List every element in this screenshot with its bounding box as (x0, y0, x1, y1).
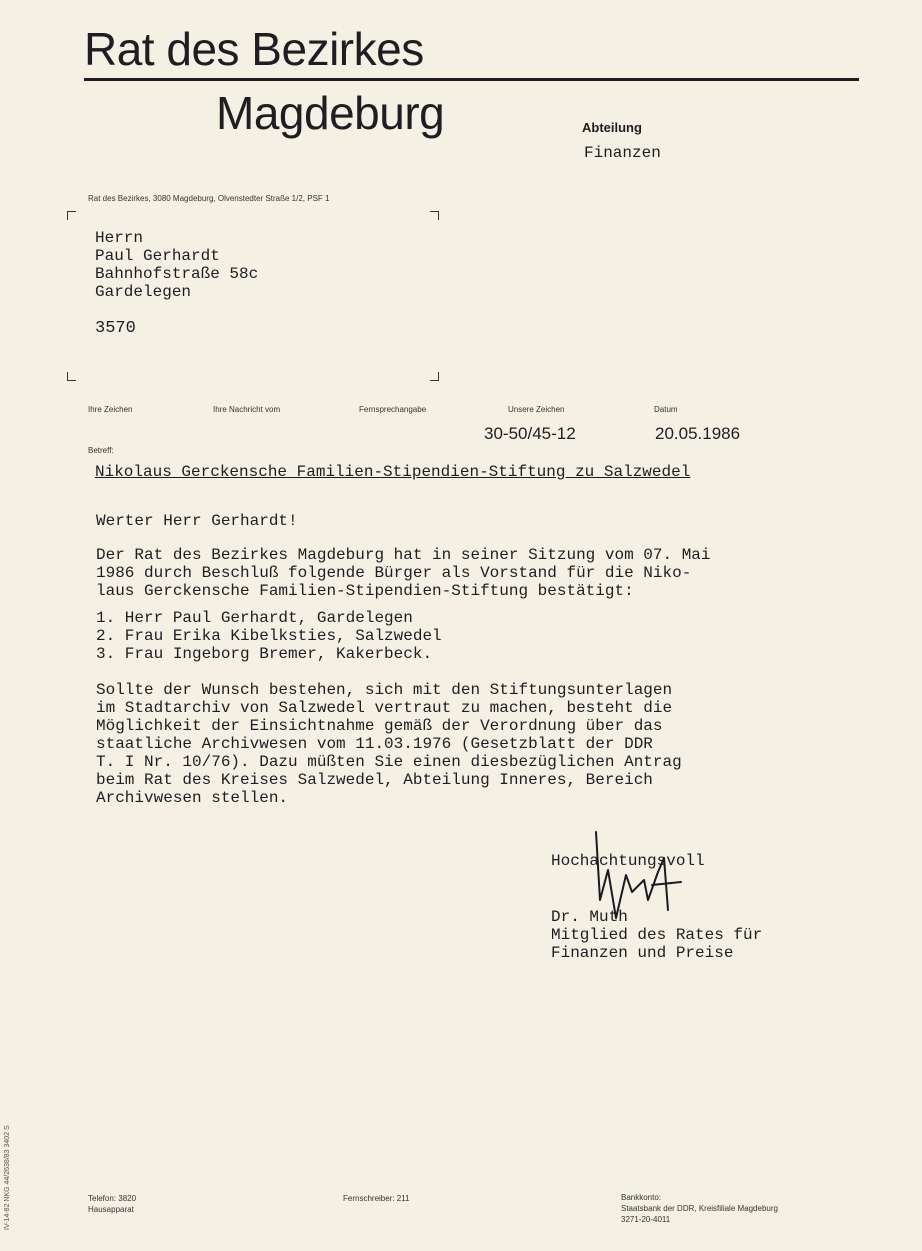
paragraph-line: Sollte der Wunsch bestehen, sich mit den Stiftungsunterlagen (96, 681, 673, 699)
recipient-postal-code: 3570 (95, 319, 136, 338)
paragraph-line: Möglichkeit der Einsichtnahme gemäß der Verordnung über das (96, 717, 663, 735)
address-window-corner (430, 211, 439, 220)
footer-bank-label: Bankkonto: (621, 1193, 662, 1202)
paragraph-line: Archivwesen stellen. (96, 789, 289, 807)
list-item: 1. Herr Paul Gerhardt, Gardelegen (96, 609, 413, 627)
paragraph-line: staatliche Archivwesen vom 11.03.1976 (Gesetzblatt der DDR (96, 735, 653, 753)
paragraph-line: laus Gerckensche Familien-Stipendien-Stiftung bestätigt: (96, 582, 634, 600)
recipient-city: Gardelegen (95, 283, 192, 301)
address-window-corner (67, 211, 76, 220)
department-name: Finanzen (584, 144, 661, 162)
recipient-street: Bahnhofstraße 58c (95, 265, 259, 283)
organization-city: Magdeburg (216, 87, 445, 139)
list-item: 2. Frau Erika Kibelksties, Salzwedel (96, 627, 442, 645)
closing: Hochachtungsvoll (551, 852, 705, 870)
footer-bank-account: 3271-20-4011 (621, 1215, 671, 1224)
footer-telex: Fernschreiber: 211 (343, 1194, 410, 1203)
label-your-message: Ihre Nachricht vom (213, 405, 281, 414)
paragraph-line: beim Rat des Kreises Salzwedel, Abteilung Inneres, Bereich (96, 771, 653, 789)
letter-date: 20.05.1986 (655, 424, 741, 443)
our-reference: 30-50/45-12 (484, 424, 576, 443)
recipient-name: Paul Gerhardt (95, 247, 220, 265)
label-phone: Fernsprechangabe (359, 405, 427, 414)
footer-bank-name: Staatsbank der DDR, Kreisfiliale Magdeburg (621, 1204, 778, 1213)
address-window-corner (67, 372, 76, 381)
signer-title-line: Finanzen und Preise (551, 944, 734, 962)
header-rule (84, 78, 859, 81)
label-date: Datum (654, 405, 678, 414)
signer-title (551, 926, 762, 962)
paragraph-line: Der Rat des Bezirkes Magdeburg hat in seiner Sitzung vom 07. Mai (96, 546, 711, 564)
label-our-ref: Unsere Zeichen (508, 405, 565, 414)
paragraph-line: T. I Nr. 10/76). Dazu müßten Sie einen diesbezüglichen Antrag (96, 753, 682, 771)
paragraph-line: im Stadtarchiv von Salzwedel vertraut zu machen, besteht die (96, 699, 673, 717)
footer-phone-sub: Hausapparat (88, 1205, 134, 1214)
signer-title-line: Mitglied des Rates für (551, 926, 763, 944)
greeting: Werter Herr Gerhardt! (96, 512, 298, 530)
print-code: IV-14-82 NKG 44/2638/83 3402 S (4, 1125, 11, 1230)
signer-name: Dr. Muth (551, 908, 628, 926)
address-window-corner (430, 372, 439, 381)
footer-phone (88, 1193, 136, 1215)
recipient-salutation: Herrn (95, 229, 144, 247)
department-label: Abteilung (582, 120, 642, 135)
subject-line: Nikolaus Gerckensche Familien-Stipendien-Stiftung zu Salzwedel (95, 463, 691, 481)
footer-bank (621, 1192, 778, 1225)
list-item: 3. Frau Ingeborg Bremer, Kakerbeck. (96, 645, 433, 663)
label-subject: Betreff: (88, 446, 114, 455)
return-address: Rat des Bezirkes, 3080 Magdeburg, Olvenstedter Straße 1/2, PSF 1 (88, 194, 330, 203)
organization-name: Rat des Bezirkes (84, 23, 424, 75)
label-your-ref: Ihre Zeichen (88, 405, 133, 414)
footer-phone-label: Telefon: 3820 (88, 1194, 137, 1203)
paragraph-line: 1986 durch Beschluß folgende Bürger als Vorstand für die Niko- (96, 564, 692, 582)
